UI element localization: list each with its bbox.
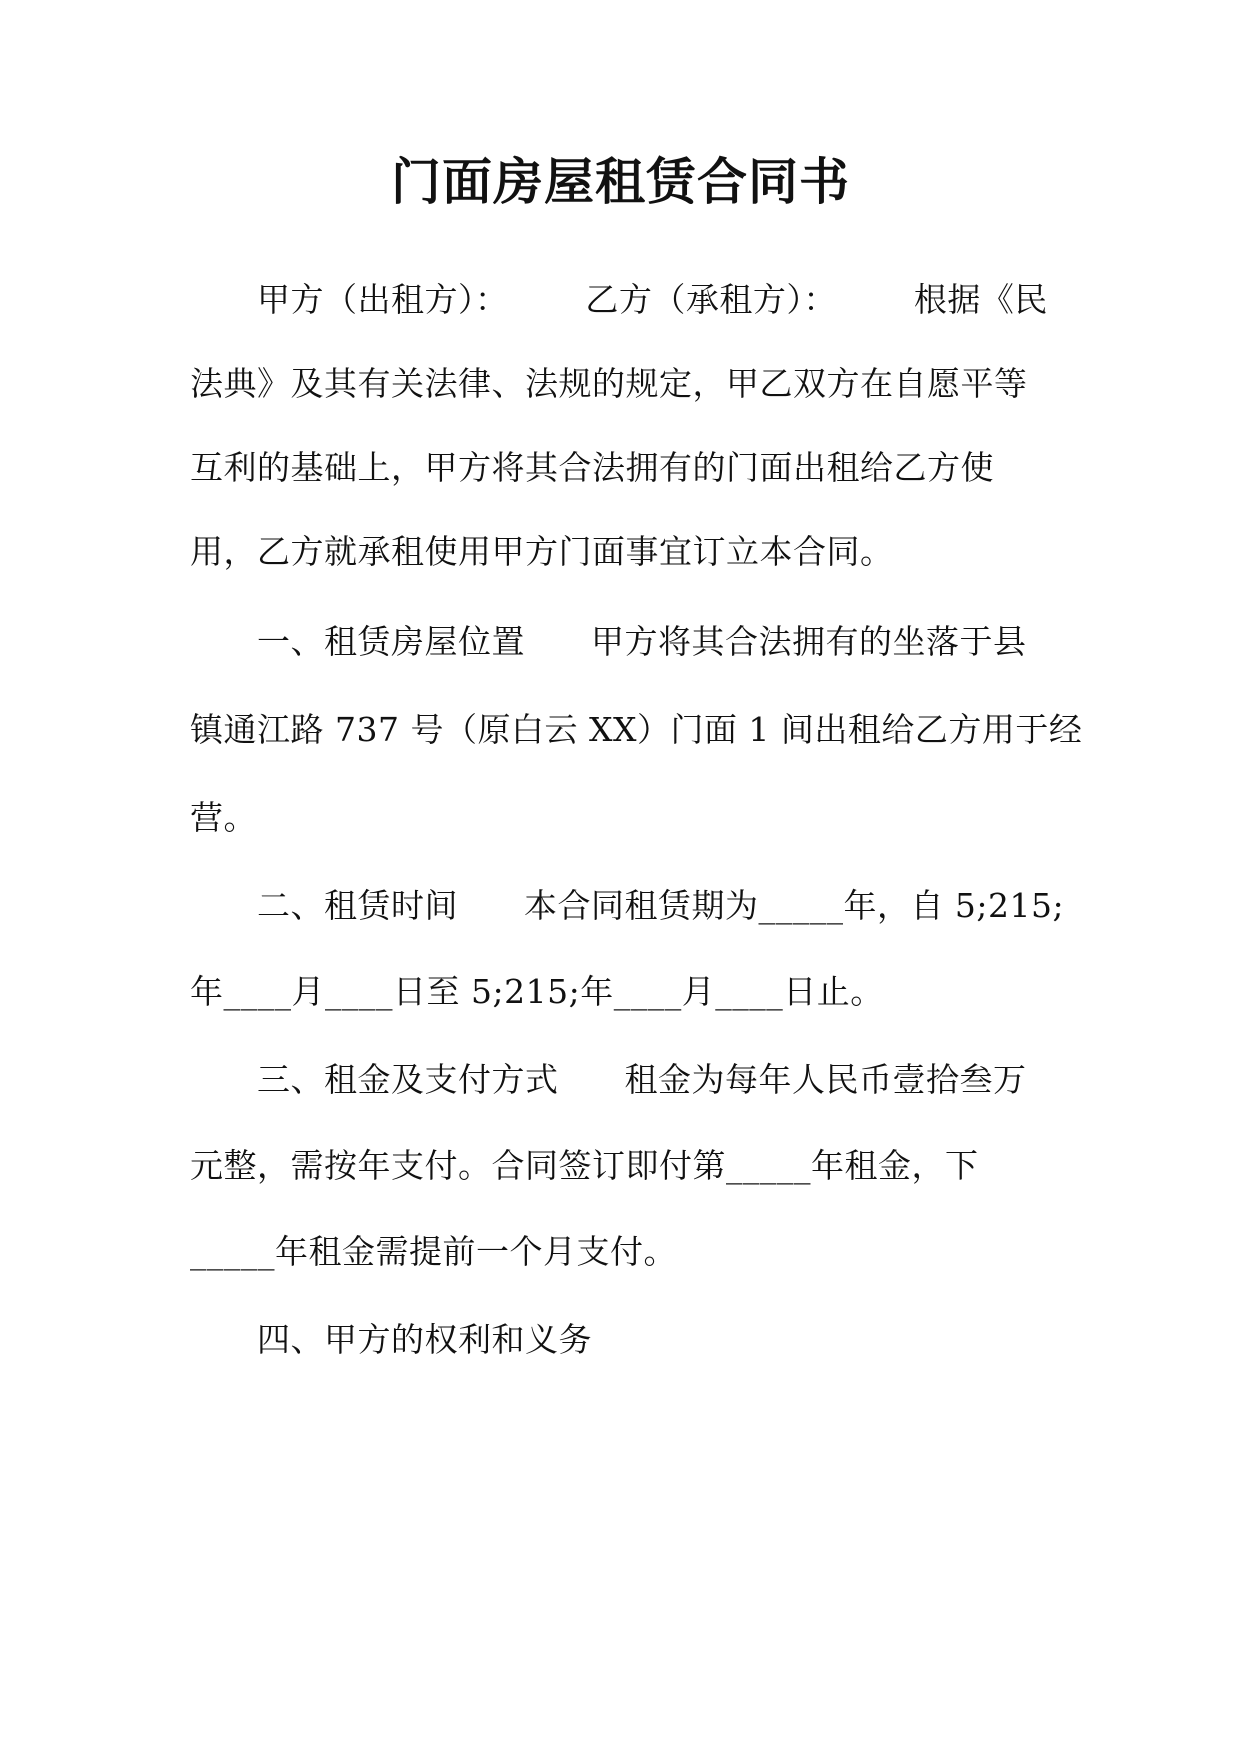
- section-heading-line: 三、租金及支付方式 租金为每年人民币壹拾叁万: [257, 1060, 1027, 1099]
- paragraph-line: 甲方（出租方）： 乙方（承租方）： 根据《民: [257, 280, 1048, 319]
- paragraph-line: 法典》及其有关法律、法规的规定，甲乙双方在自愿平等: [190, 364, 1028, 403]
- paragraph-line: 元整，需按年支付。合同签订即付第_____年租金，下: [190, 1146, 979, 1185]
- paragraph-line: 镇通江路 737 号（原白云 XX）门面 1 间出租给乙方用于经: [190, 710, 1083, 749]
- section-heading-line: 一、租赁房屋位置 甲方将其合法拥有的坐落于县: [257, 622, 1027, 661]
- section-heading-line: 四、甲方的权利和义务: [257, 1320, 592, 1359]
- section-heading-line: 二、租赁时间 本合同租赁期为_____年，自 5;215;: [257, 886, 1065, 925]
- paragraph-line: _____年租金需提前一个月支付。: [190, 1232, 677, 1271]
- paragraph-line: 营。: [190, 798, 257, 837]
- paragraph-line: 年____月____日至 5;215;年____月____日止。: [190, 972, 884, 1011]
- document-title: 门面房屋租赁合同书: [391, 153, 850, 211]
- paragraph-line: 用，乙方就承租使用甲方门面事宜订立本合同。: [190, 532, 894, 571]
- paragraph-line: 互利的基础上，甲方将其合法拥有的门面出租给乙方使: [190, 448, 994, 487]
